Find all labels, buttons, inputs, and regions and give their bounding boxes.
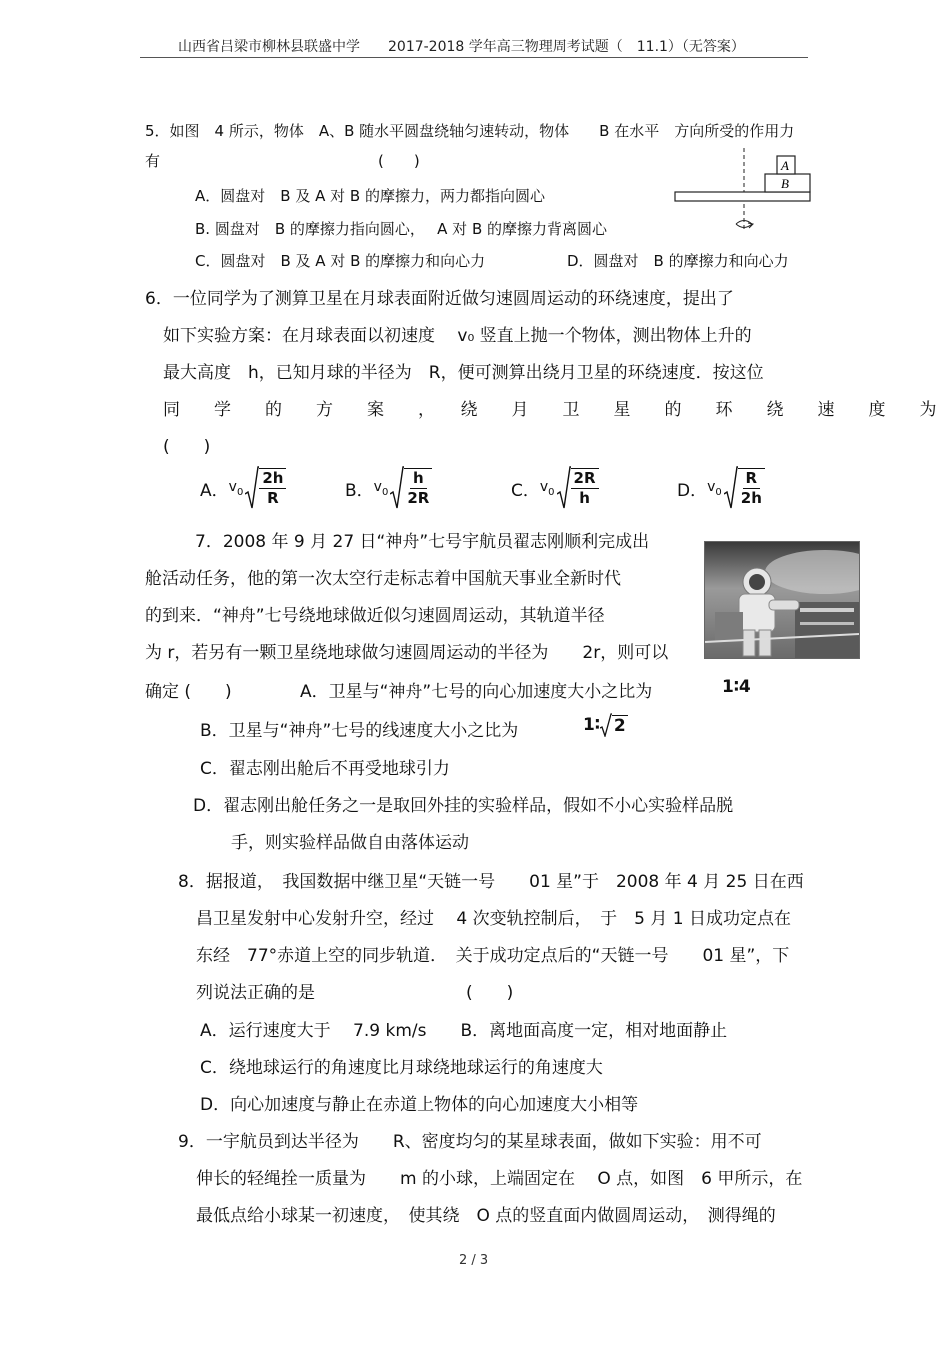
- q6-option-b-label: B．: [345, 480, 374, 501]
- page-header: 山西省吕梁市柳林县联盛中学 2017-2018 学年高三物理周考试题（ 11.1）（无答案）: [178, 39, 745, 55]
- q6-stem-line3: 最大高度 h，已知月球的半径为 R，便可测算出绕月卫星的环绕速度．按这位: [163, 363, 764, 383]
- q5-answer-blank: ( ): [378, 152, 420, 170]
- q7-option-b-ratio: [583, 713, 628, 737]
- q6-option-d-fraction: [738, 468, 765, 508]
- q5-option-d: D．圆盘对 B 的摩擦力和向心力: [567, 252, 789, 270]
- q6-option-b: [345, 466, 432, 510]
- q6-option-d-v0: $v_0$: [707, 478, 722, 498]
- q6-answer-blank: ( ): [163, 437, 211, 457]
- block-a-label: A: [781, 158, 789, 173]
- q8-stem-line4: 列说法正确的是: [196, 983, 315, 1003]
- block-b-label: B: [781, 176, 789, 191]
- page-number: 2 / 3: [459, 1253, 489, 1268]
- q6-option-a: [200, 466, 286, 510]
- q8-stem-line2: 昌卫星发射中心发射升空，经过 4 次变轨控制后， 于 5 月 1 日成功定点在: [196, 909, 791, 929]
- q7-stem-line4: 为 r，若另有一颗卫星绕地球做匀速圆周运动的半径为 2r，则可以: [145, 643, 669, 663]
- sqrt-symbol: [390, 466, 432, 510]
- q6-option-a-denominator: R: [267, 489, 279, 507]
- q7-option-a-ratio: 1∶4: [722, 677, 751, 697]
- q7-option-b: B．卫星与“神舟”七号的线速度大小之比为: [200, 721, 519, 741]
- sqrt-symbol: [557, 466, 599, 510]
- q6-option-a-numerator: 2h: [259, 469, 286, 489]
- sqrt-symbol: [600, 713, 612, 737]
- q9-stem-line1: 9．一宇航员到达半径为 R、密度均匀的某星球表面，做如下实验：用不可: [178, 1132, 762, 1152]
- q6-option-d-numerator: R: [743, 469, 761, 489]
- q7-stem-line1: 7．2008 年 9 月 27 日“神舟”七号宇航员翟志刚顺利完成出: [195, 532, 650, 552]
- q6-option-d-label: D．: [677, 480, 708, 501]
- q6-stem-line4: 同 学 的 方 案 ， 绕 月 卫 星 的 环 绕 速 度 为: [163, 400, 937, 420]
- q7-option-b-radicand: 2: [613, 715, 626, 736]
- q6-option-b-numerator: h: [410, 469, 427, 489]
- q7-option-b-ratio-prefix: 1∶: [583, 715, 600, 735]
- sqrt-symbol: [245, 466, 286, 510]
- q6-option-a-label: A．: [200, 480, 229, 501]
- q7-option-d-line1: D．翟志刚出舱任务之一是取回外挂的实验样品，假如不小心实验样品脱: [193, 796, 734, 816]
- q6-option-d: [677, 466, 765, 510]
- q8-stem-line1: 8．据报道， 我国数据中继卫星“天链一号 01 星”于 2008 年 4 月 25 日在西: [178, 872, 804, 892]
- q7-stem-line2: 舱活动任务，他的第一次太空行走标志着中国航天事业全新时代: [145, 569, 621, 589]
- q8-option-c: C．绕地球运行的角速度比月球绕地球运行的角速度大: [200, 1058, 603, 1078]
- q8-option-a-b: A．运行速度大于 7.9 km/s B．离地面高度一定，相对地面静止: [200, 1021, 728, 1041]
- q6-option-c-fraction: [571, 468, 599, 508]
- q6-option-b-v0: $v_0$: [373, 478, 389, 498]
- q6-option-a-fraction: [259, 468, 286, 508]
- q7-option-c: C．翟志刚出舱后不再受地球引力: [200, 759, 450, 779]
- q7-option-d-line2: 手，则实验样品做自由落体运动: [231, 833, 469, 853]
- q5-option-b: B. 圆盘对 B 的摩擦力指向圆心， A 对 B 的摩擦力背离圆心: [195, 220, 608, 238]
- q5-stem-line2: 有: [145, 152, 161, 170]
- q6-option-c-label: C．: [511, 480, 540, 501]
- q6-option-c-denominator: h: [579, 489, 590, 507]
- q6-option-c-v0: $v_0$: [539, 478, 555, 498]
- q6-option-b-fraction: [404, 468, 432, 508]
- q8-option-d: D．向心加速度与静止在赤道上物体的向心加速度大小相等: [200, 1095, 639, 1115]
- q6-option-b-denominator: 2R: [407, 489, 430, 507]
- q6-option-c-numerator: 2R: [571, 469, 599, 489]
- q5-option-c: C．圆盘对 B 及 A 对 B 的摩擦力和向心力: [195, 252, 486, 270]
- q8-stem-line3: 东经 77°赤道上空的同步轨道． 关于成功定点后的“天链一号 01 星”，下: [196, 946, 790, 966]
- q9-stem-line3: 最低点给小球某一初速度， 使其绕 O 点的竖直面内做圆周运动， 测得绳的: [196, 1206, 776, 1226]
- q5-option-a: A．圆盘对 B 及 A 对 B 的摩擦力，两力都指向圆心: [195, 187, 545, 205]
- q6-stem-line1: 6．一位同学为了测算卫星在月球表面附近做匀速圆周运动的环绕速度，提出了: [145, 289, 734, 309]
- q7-stem-line3: 的到来．“神舟”七号绕地球做近似匀速圆周运动，其轨道半径: [145, 606, 605, 626]
- q6-option-d-denominator: 2h: [740, 489, 762, 507]
- q6-option-a-v0: $v_0$: [228, 478, 244, 498]
- header-rule: [140, 57, 808, 58]
- astronaut-photo: [704, 541, 860, 659]
- turntable-figure: [670, 148, 815, 238]
- sqrt-symbol: [724, 466, 765, 510]
- q7-answer-blank: 确定 ( ): [145, 682, 232, 702]
- q5-stem-line1: 5．如图 4 所示，物体 A、B 随水平圆盘绕轴匀速转动，物体 B 在水平 方向所受的作用力: [145, 122, 795, 140]
- q9-stem-line2: 伸长的轻绳拴一质量为 m 的小球，上端固定在 O 点，如图 6 甲所示，在: [196, 1169, 803, 1189]
- q8-answer-blank: ( ): [466, 983, 514, 1003]
- q6-option-c: [511, 466, 599, 510]
- q6-stem-line2: 如下实验方案：在月球表面以初速度 v₀ 竖直上抛一个物体，测出物体上升的: [163, 326, 752, 346]
- q7-option-a: A．卫星与“神舟”七号的向心加速度大小之比为: [300, 682, 653, 702]
